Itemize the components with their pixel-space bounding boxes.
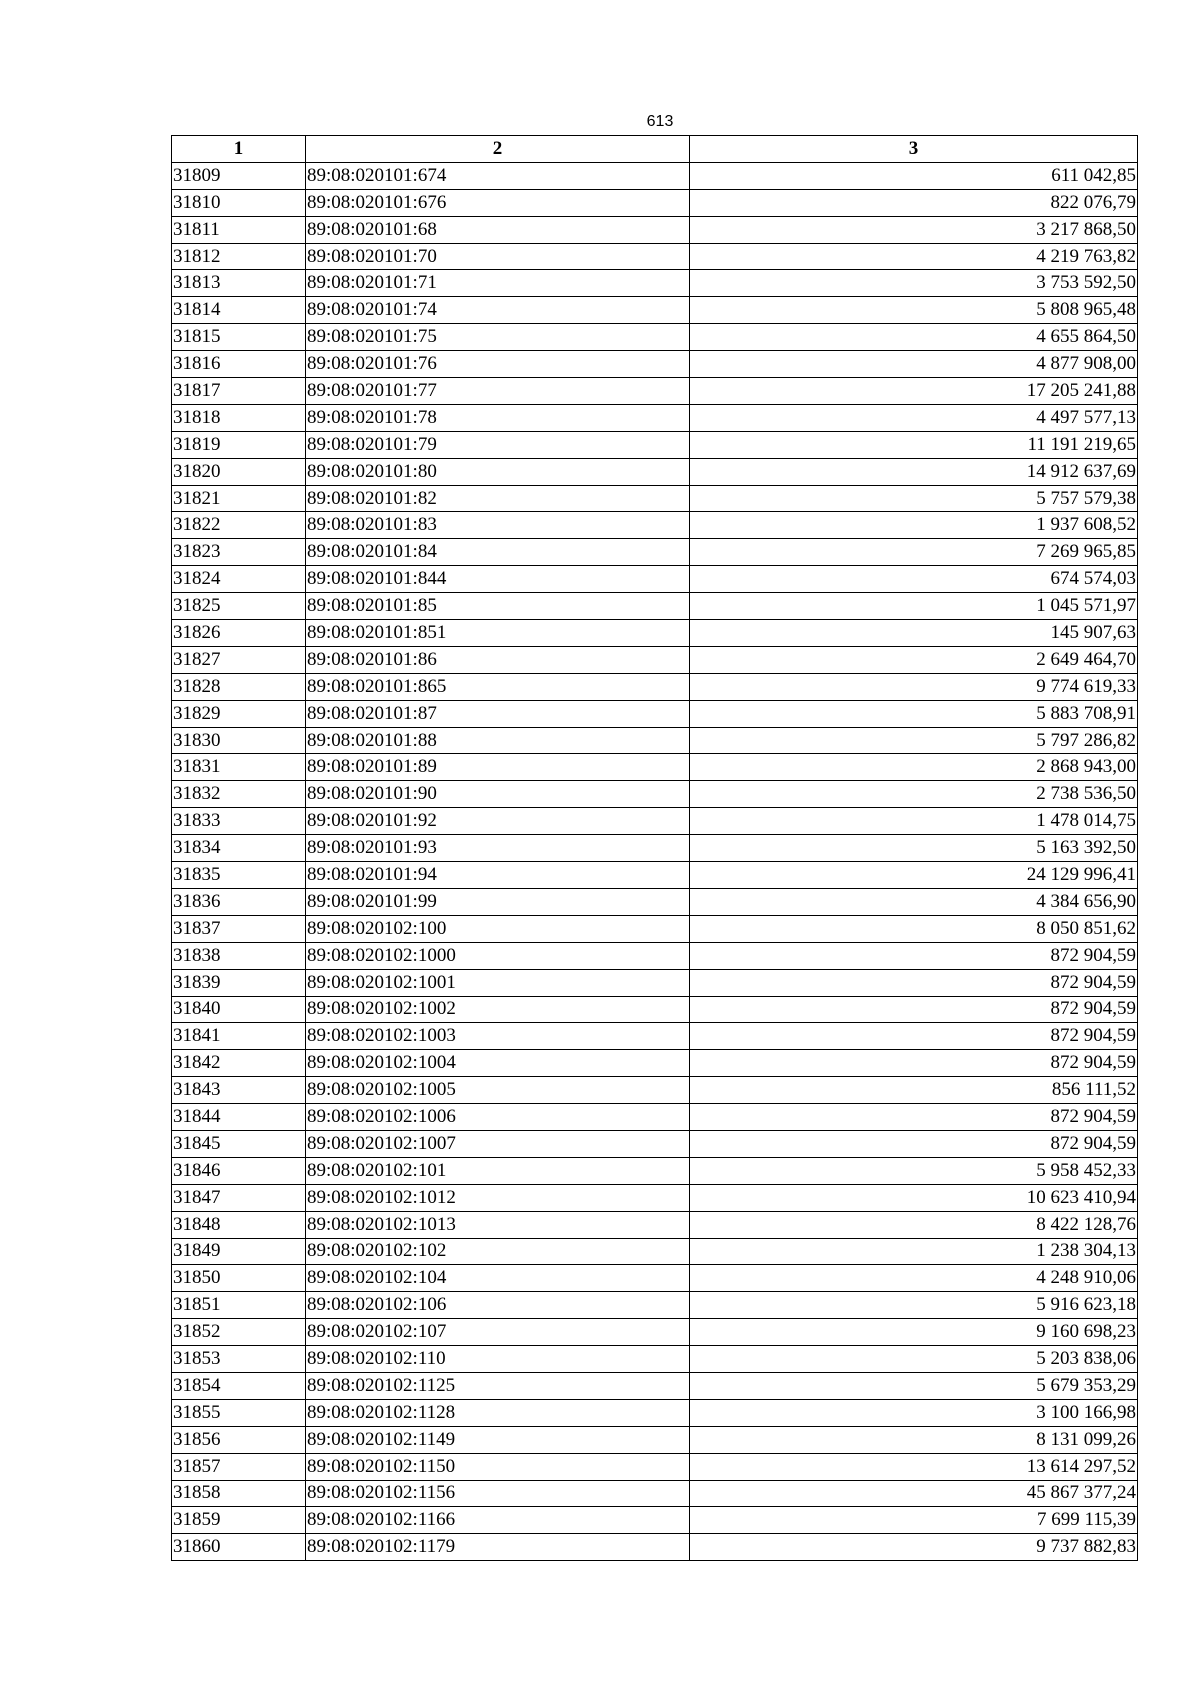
row-number-cell: 31842 bbox=[172, 1050, 306, 1077]
row-number-cell: 31817 bbox=[172, 378, 306, 405]
row-number-cell: 31852 bbox=[172, 1319, 306, 1346]
row-number-cell: 31841 bbox=[172, 1023, 306, 1050]
cadastral-number-cell: 89:08:020101:865 bbox=[306, 673, 690, 700]
cadastral-number-cell: 89:08:020101:851 bbox=[306, 620, 690, 647]
table-row bbox=[172, 646, 1138, 673]
cadastral-number-cell: 89:08:020102:1012 bbox=[306, 1184, 690, 1211]
row-number-cell: 31831 bbox=[172, 754, 306, 781]
table-row bbox=[172, 808, 1138, 835]
row-number-cell: 31855 bbox=[172, 1399, 306, 1426]
cadastral-number-cell: 89:08:020101:93 bbox=[306, 835, 690, 862]
cadastral-number-cell: 89:08:020102:1156 bbox=[306, 1480, 690, 1507]
table-row bbox=[172, 1077, 1138, 1104]
row-number-cell: 31819 bbox=[172, 431, 306, 458]
cadastral-number-cell: 89:08:020101:88 bbox=[306, 727, 690, 754]
value-cell: 872 904,59 bbox=[690, 1023, 1138, 1050]
value-cell: 17 205 241,88 bbox=[690, 378, 1138, 405]
cadastral-number-cell: 89:08:020102:100 bbox=[306, 915, 690, 942]
row-number-cell: 31814 bbox=[172, 297, 306, 324]
value-cell: 5 163 392,50 bbox=[690, 835, 1138, 862]
value-cell: 5 883 708,91 bbox=[690, 700, 1138, 727]
cadastral-number-cell: 89:08:020101:83 bbox=[306, 512, 690, 539]
value-cell: 8 131 099,26 bbox=[690, 1426, 1138, 1453]
value-cell: 872 904,59 bbox=[690, 942, 1138, 969]
cadastral-number-cell: 89:08:020101:74 bbox=[306, 297, 690, 324]
row-number-cell: 31811 bbox=[172, 216, 306, 243]
cadastral-number-cell: 89:08:020101:89 bbox=[306, 754, 690, 781]
value-cell: 8 422 128,76 bbox=[690, 1211, 1138, 1238]
table-row bbox=[172, 1507, 1138, 1534]
value-cell: 7 269 965,85 bbox=[690, 539, 1138, 566]
row-number-cell: 31851 bbox=[172, 1292, 306, 1319]
cadastral-number-cell: 89:08:020102:1166 bbox=[306, 1507, 690, 1534]
cadastral-number-cell: 89:08:020102:1125 bbox=[306, 1372, 690, 1399]
table-row bbox=[172, 754, 1138, 781]
table-row bbox=[172, 1184, 1138, 1211]
value-cell: 5 797 286,82 bbox=[690, 727, 1138, 754]
row-number-cell: 31845 bbox=[172, 1130, 306, 1157]
table-row bbox=[172, 351, 1138, 378]
value-cell: 9 737 882,83 bbox=[690, 1534, 1138, 1561]
table-row bbox=[172, 404, 1138, 431]
row-number-cell: 31850 bbox=[172, 1265, 306, 1292]
cadastral-number-cell: 89:08:020101:85 bbox=[306, 593, 690, 620]
cadastral-number-cell: 89:08:020102:1001 bbox=[306, 969, 690, 996]
table-row bbox=[172, 378, 1138, 405]
row-number-cell: 31821 bbox=[172, 485, 306, 512]
value-cell: 24 129 996,41 bbox=[690, 862, 1138, 889]
table-row bbox=[172, 593, 1138, 620]
cadastral-number-cell: 89:08:020101:68 bbox=[306, 216, 690, 243]
table-row bbox=[172, 539, 1138, 566]
row-number-cell: 31830 bbox=[172, 727, 306, 754]
table-row bbox=[172, 942, 1138, 969]
cadastral-number-cell: 89:08:020102:1003 bbox=[306, 1023, 690, 1050]
cadastral-number-cell: 89:08:020102:102 bbox=[306, 1238, 690, 1265]
cadastral-number-cell: 89:08:020101:70 bbox=[306, 243, 690, 270]
table-row bbox=[172, 969, 1138, 996]
cadastral-number-cell: 89:08:020101:79 bbox=[306, 431, 690, 458]
cadastral-number-cell: 89:08:020101:80 bbox=[306, 458, 690, 485]
column-header-1: 1 bbox=[172, 136, 306, 163]
table-row bbox=[172, 1104, 1138, 1131]
value-cell: 4 877 908,00 bbox=[690, 351, 1138, 378]
row-number-cell: 31848 bbox=[172, 1211, 306, 1238]
table-row bbox=[172, 1238, 1138, 1265]
table-row bbox=[172, 512, 1138, 539]
value-cell: 7 699 115,39 bbox=[690, 1507, 1138, 1534]
row-number-cell: 31812 bbox=[172, 243, 306, 270]
value-cell: 1 478 014,75 bbox=[690, 808, 1138, 835]
value-cell: 872 904,59 bbox=[690, 1130, 1138, 1157]
value-cell: 8 050 851,62 bbox=[690, 915, 1138, 942]
value-cell: 2 738 536,50 bbox=[690, 781, 1138, 808]
row-number-cell: 31853 bbox=[172, 1346, 306, 1373]
value-cell: 14 912 637,69 bbox=[690, 458, 1138, 485]
value-cell: 4 497 577,13 bbox=[690, 404, 1138, 431]
table-row bbox=[172, 1426, 1138, 1453]
value-cell: 3 753 592,50 bbox=[690, 270, 1138, 297]
table-row bbox=[172, 431, 1138, 458]
value-cell: 13 614 297,52 bbox=[690, 1453, 1138, 1480]
table-header-row bbox=[172, 136, 1138, 163]
value-cell: 856 111,52 bbox=[690, 1077, 1138, 1104]
value-cell: 145 907,63 bbox=[690, 620, 1138, 647]
column-header-2: 2 bbox=[306, 136, 690, 163]
table-body bbox=[172, 162, 1138, 1560]
cadastral-number-cell: 89:08:020101:844 bbox=[306, 566, 690, 593]
cadastral-number-cell: 89:08:020101:674 bbox=[306, 162, 690, 189]
cadastral-number-cell: 89:08:020102:1149 bbox=[306, 1426, 690, 1453]
table-row bbox=[172, 1211, 1138, 1238]
cadastral-number-cell: 89:08:020102:107 bbox=[306, 1319, 690, 1346]
row-number-cell: 31858 bbox=[172, 1480, 306, 1507]
table-row bbox=[172, 1023, 1138, 1050]
row-number-cell: 31833 bbox=[172, 808, 306, 835]
row-number-cell: 31825 bbox=[172, 593, 306, 620]
table-row bbox=[172, 566, 1138, 593]
row-number-cell: 31827 bbox=[172, 646, 306, 673]
table-row bbox=[172, 243, 1138, 270]
row-number-cell: 31837 bbox=[172, 915, 306, 942]
value-cell: 822 076,79 bbox=[690, 189, 1138, 216]
row-number-cell: 31835 bbox=[172, 862, 306, 889]
cadastral-number-cell: 89:08:020101:78 bbox=[306, 404, 690, 431]
row-number-cell: 31809 bbox=[172, 162, 306, 189]
row-number-cell: 31822 bbox=[172, 512, 306, 539]
value-cell: 2 868 943,00 bbox=[690, 754, 1138, 781]
row-number-cell: 31834 bbox=[172, 835, 306, 862]
table-row bbox=[172, 700, 1138, 727]
cadastral-number-cell: 89:08:020101:84 bbox=[306, 539, 690, 566]
table-row bbox=[172, 270, 1138, 297]
cadastral-number-cell: 89:08:020101:82 bbox=[306, 485, 690, 512]
row-number-cell: 31810 bbox=[172, 189, 306, 216]
cadastral-number-cell: 89:08:020101:86 bbox=[306, 646, 690, 673]
value-cell: 674 574,03 bbox=[690, 566, 1138, 593]
value-cell: 9 774 619,33 bbox=[690, 673, 1138, 700]
table-row bbox=[172, 1050, 1138, 1077]
cadastral-number-cell: 89:08:020101:76 bbox=[306, 351, 690, 378]
value-cell: 5 958 452,33 bbox=[690, 1157, 1138, 1184]
value-cell: 10 623 410,94 bbox=[690, 1184, 1138, 1211]
table-row bbox=[172, 862, 1138, 889]
cadastral-number-cell: 89:08:020102:1005 bbox=[306, 1077, 690, 1104]
table-row bbox=[172, 835, 1138, 862]
cadastral-number-cell: 89:08:020101:87 bbox=[306, 700, 690, 727]
cadastral-number-cell: 89:08:020101:92 bbox=[306, 808, 690, 835]
value-cell: 1 045 571,97 bbox=[690, 593, 1138, 620]
row-number-cell: 31832 bbox=[172, 781, 306, 808]
cadastral-number-cell: 89:08:020102:110 bbox=[306, 1346, 690, 1373]
row-number-cell: 31838 bbox=[172, 942, 306, 969]
row-number-cell: 31828 bbox=[172, 673, 306, 700]
cadastral-number-cell: 89:08:020102:1004 bbox=[306, 1050, 690, 1077]
cadastral-number-cell: 89:08:020102:1179 bbox=[306, 1534, 690, 1561]
table-row bbox=[172, 673, 1138, 700]
value-cell: 872 904,59 bbox=[690, 996, 1138, 1023]
cadastral-number-cell: 89:08:020102:1006 bbox=[306, 1104, 690, 1131]
cadastral-number-cell: 89:08:020101:71 bbox=[306, 270, 690, 297]
row-number-cell: 31816 bbox=[172, 351, 306, 378]
cadastral-number-cell: 89:08:020101:75 bbox=[306, 324, 690, 351]
cadastral-number-cell: 89:08:020102:104 bbox=[306, 1265, 690, 1292]
value-cell: 5 916 623,18 bbox=[690, 1292, 1138, 1319]
cadastral-number-cell: 89:08:020102:1007 bbox=[306, 1130, 690, 1157]
value-cell: 872 904,59 bbox=[690, 1104, 1138, 1131]
value-cell: 5 203 838,06 bbox=[690, 1346, 1138, 1373]
table-row bbox=[172, 1480, 1138, 1507]
cadastral-number-cell: 89:08:020101:99 bbox=[306, 888, 690, 915]
row-number-cell: 31856 bbox=[172, 1426, 306, 1453]
value-cell: 5 808 965,48 bbox=[690, 297, 1138, 324]
cadastral-number-cell: 89:08:020101:90 bbox=[306, 781, 690, 808]
table-row bbox=[172, 189, 1138, 216]
row-number-cell: 31843 bbox=[172, 1077, 306, 1104]
value-cell: 9 160 698,23 bbox=[690, 1319, 1138, 1346]
value-cell: 4 655 864,50 bbox=[690, 324, 1138, 351]
value-cell: 1 238 304,13 bbox=[690, 1238, 1138, 1265]
registry-table bbox=[171, 135, 1138, 1561]
table-row bbox=[172, 1534, 1138, 1561]
row-number-cell: 31815 bbox=[172, 324, 306, 351]
table-row bbox=[172, 1292, 1138, 1319]
table-row bbox=[172, 1265, 1138, 1292]
table-row bbox=[172, 162, 1138, 189]
table-row bbox=[172, 727, 1138, 754]
row-number-cell: 31849 bbox=[172, 1238, 306, 1265]
value-cell: 872 904,59 bbox=[690, 1050, 1138, 1077]
cadastral-number-cell: 89:08:020102:1150 bbox=[306, 1453, 690, 1480]
row-number-cell: 31857 bbox=[172, 1453, 306, 1480]
row-number-cell: 31823 bbox=[172, 539, 306, 566]
row-number-cell: 31813 bbox=[172, 270, 306, 297]
cadastral-number-cell: 89:08:020102:1013 bbox=[306, 1211, 690, 1238]
table-row bbox=[172, 915, 1138, 942]
value-cell: 5 679 353,29 bbox=[690, 1372, 1138, 1399]
table-row bbox=[172, 1157, 1138, 1184]
table-row bbox=[172, 1399, 1138, 1426]
cadastral-number-cell: 89:08:020102:106 bbox=[306, 1292, 690, 1319]
row-number-cell: 31854 bbox=[172, 1372, 306, 1399]
value-cell: 872 904,59 bbox=[690, 969, 1138, 996]
table-row bbox=[172, 1346, 1138, 1373]
value-cell: 2 649 464,70 bbox=[690, 646, 1138, 673]
row-number-cell: 31829 bbox=[172, 700, 306, 727]
value-cell: 3 100 166,98 bbox=[690, 1399, 1138, 1426]
row-number-cell: 31844 bbox=[172, 1104, 306, 1131]
table-row bbox=[172, 620, 1138, 647]
value-cell: 5 757 579,38 bbox=[690, 485, 1138, 512]
row-number-cell: 31860 bbox=[172, 1534, 306, 1561]
table-row bbox=[172, 996, 1138, 1023]
value-cell: 4 248 910,06 bbox=[690, 1265, 1138, 1292]
table-row bbox=[172, 781, 1138, 808]
table-row bbox=[172, 1130, 1138, 1157]
value-cell: 4 219 763,82 bbox=[690, 243, 1138, 270]
row-number-cell: 31847 bbox=[172, 1184, 306, 1211]
value-cell: 45 867 377,24 bbox=[690, 1480, 1138, 1507]
row-number-cell: 31818 bbox=[172, 404, 306, 431]
value-cell: 11 191 219,65 bbox=[690, 431, 1138, 458]
column-header-3: 3 bbox=[690, 136, 1138, 163]
cadastral-number-cell: 89:08:020102:1002 bbox=[306, 996, 690, 1023]
table-row bbox=[172, 1319, 1138, 1346]
row-number-cell: 31840 bbox=[172, 996, 306, 1023]
cadastral-number-cell: 89:08:020101:676 bbox=[306, 189, 690, 216]
row-number-cell: 31839 bbox=[172, 969, 306, 996]
row-number-cell: 31820 bbox=[172, 458, 306, 485]
table-row bbox=[172, 297, 1138, 324]
table-row bbox=[172, 216, 1138, 243]
row-number-cell: 31836 bbox=[172, 888, 306, 915]
table-row bbox=[172, 458, 1138, 485]
cadastral-number-cell: 89:08:020102:1128 bbox=[306, 1399, 690, 1426]
value-cell: 611 042,85 bbox=[690, 162, 1138, 189]
value-cell: 1 937 608,52 bbox=[690, 512, 1138, 539]
table-row bbox=[172, 485, 1138, 512]
row-number-cell: 31846 bbox=[172, 1157, 306, 1184]
cadastral-number-cell: 89:08:020102:101 bbox=[306, 1157, 690, 1184]
row-number-cell: 31826 bbox=[172, 620, 306, 647]
cadastral-number-cell: 89:08:020102:1000 bbox=[306, 942, 690, 969]
value-cell: 3 217 868,50 bbox=[690, 216, 1138, 243]
table-row bbox=[172, 888, 1138, 915]
table-row bbox=[172, 324, 1138, 351]
cadastral-number-cell: 89:08:020101:94 bbox=[306, 862, 690, 889]
page-number: 613 bbox=[646, 113, 674, 130]
value-cell: 4 384 656,90 bbox=[690, 888, 1138, 915]
table-row bbox=[172, 1453, 1138, 1480]
row-number-cell: 31824 bbox=[172, 566, 306, 593]
table-row bbox=[172, 1372, 1138, 1399]
row-number-cell: 31859 bbox=[172, 1507, 306, 1534]
cadastral-number-cell: 89:08:020101:77 bbox=[306, 378, 690, 405]
